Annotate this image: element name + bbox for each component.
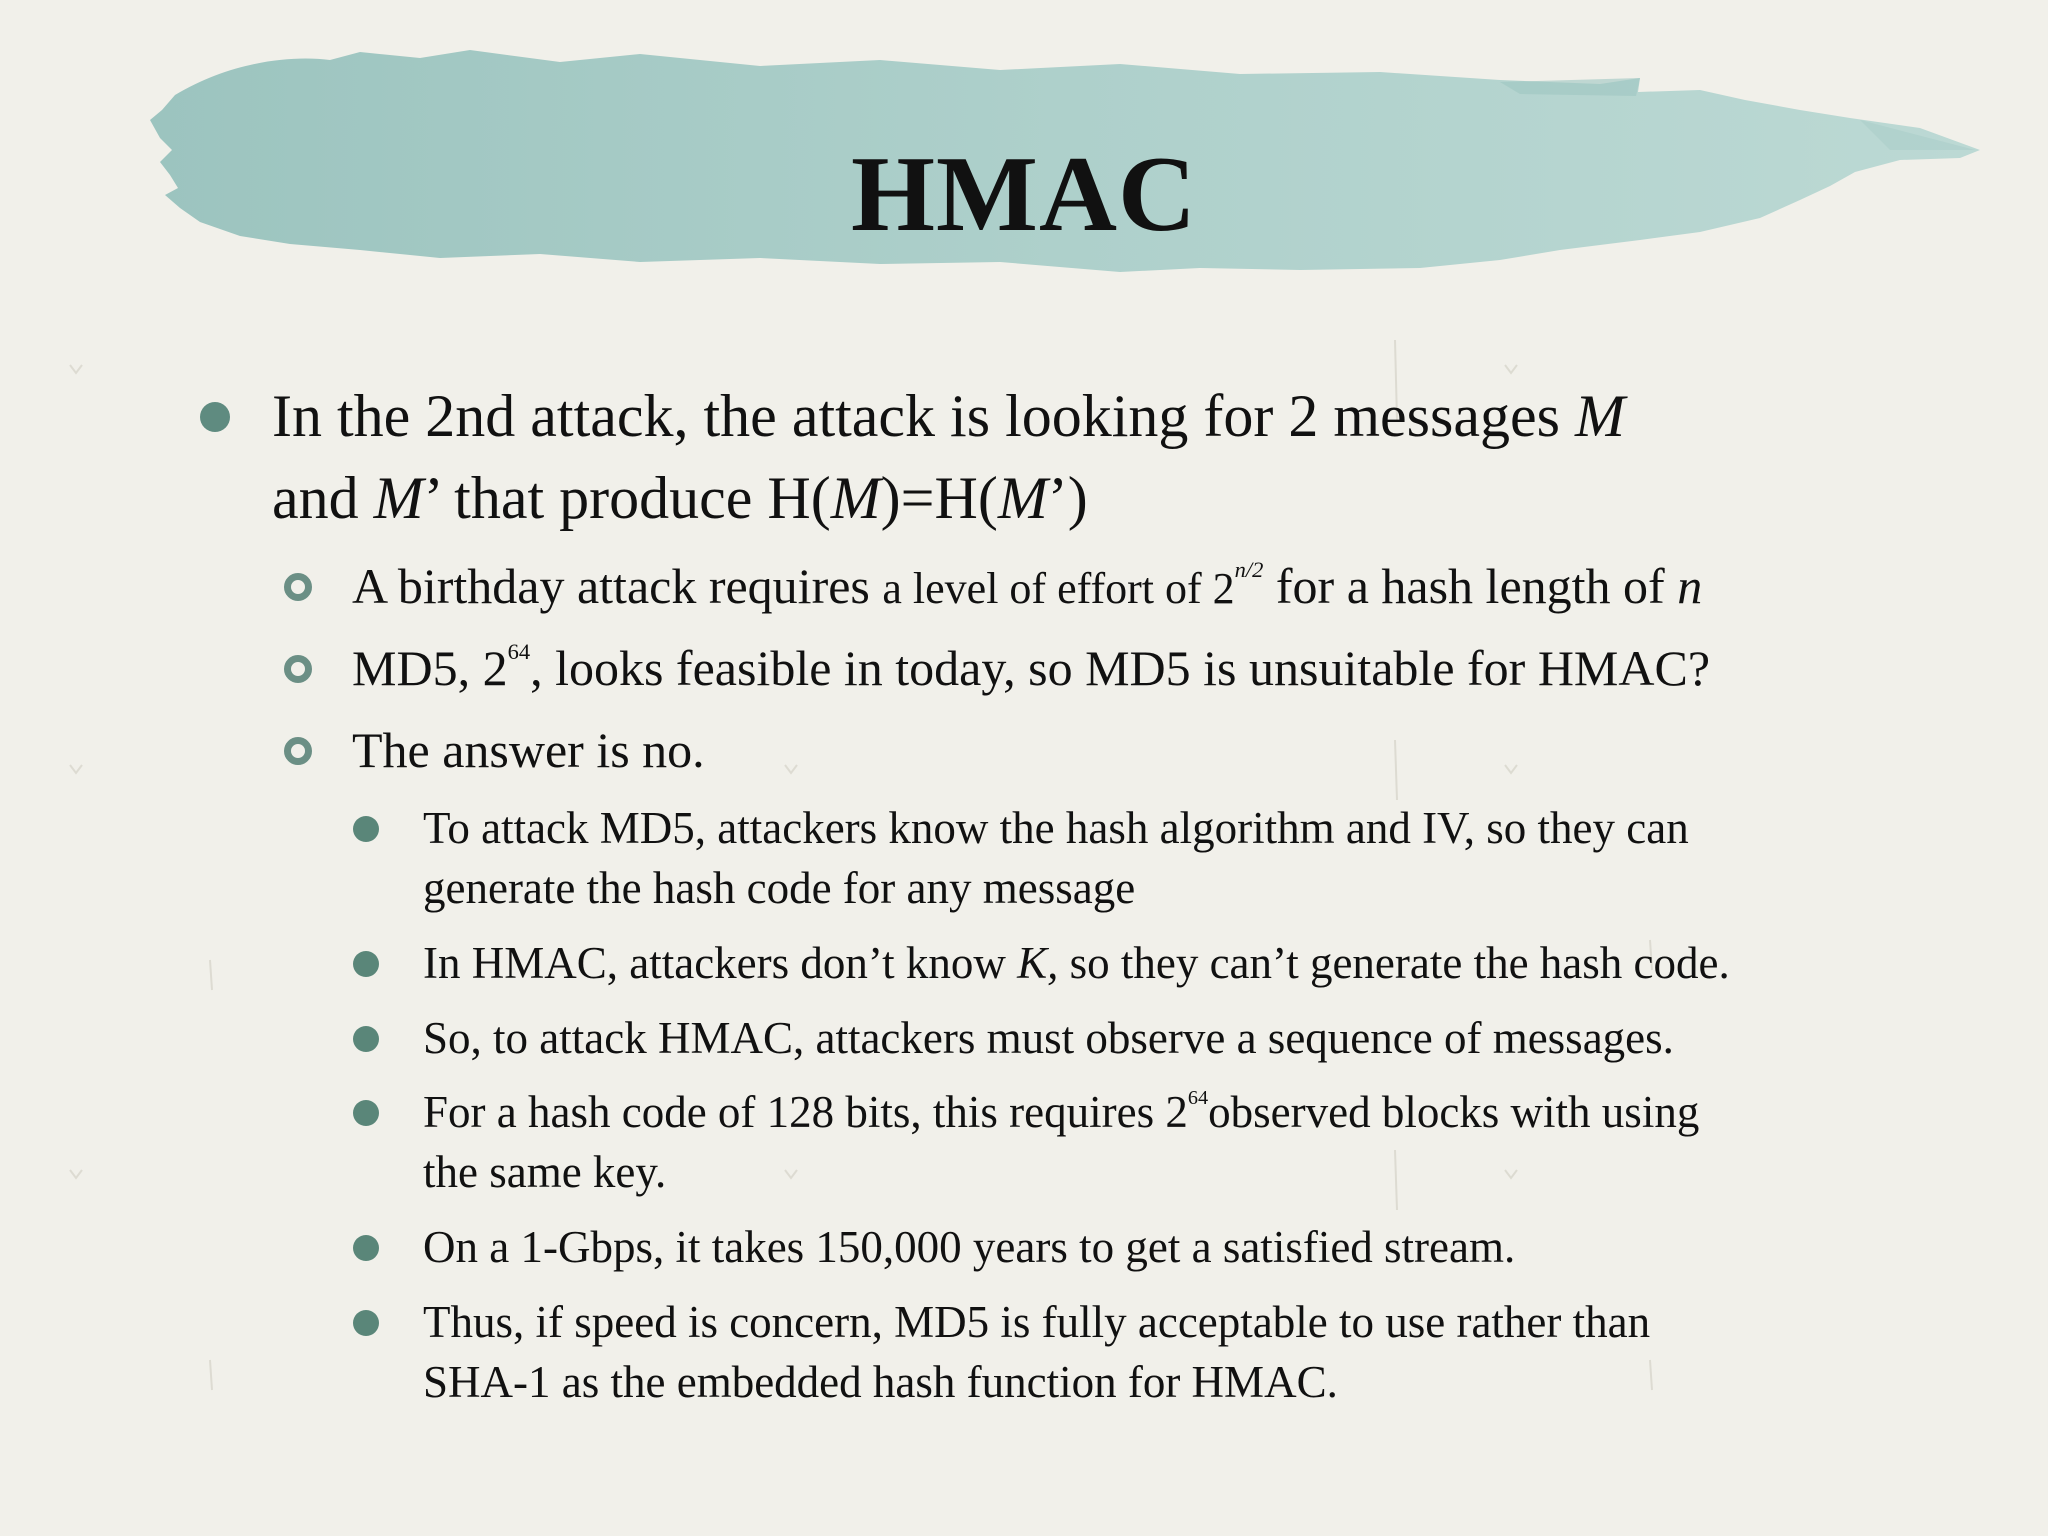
- bullet-line: In the 2nd attack, the attack is looking for 2 messages M: [272, 383, 1625, 449]
- filled-circle-bullet-icon: [353, 1026, 379, 1052]
- slide-title: HMAC: [851, 135, 1197, 254]
- bullet-line: To attack MD5, attackers know the hash algorithm and IV, so they can: [423, 803, 1689, 853]
- filled-circle-bullet-icon: [353, 1310, 379, 1336]
- bullet-line: SHA-1 as the embedded hash function for HMAC.: [423, 1357, 1338, 1407]
- filled-circle-bullet-icon: [200, 402, 230, 432]
- filled-circle-bullet-icon: [353, 816, 379, 842]
- bullet-level3-item: [423, 1292, 1943, 1412]
- bullet-level3-item: So, to attack HMAC, attackers must observe a sequence of messages.: [423, 1008, 1943, 1068]
- bullet-line: Thus, if speed is concern, MD5 is fully acceptable to use rather than: [423, 1297, 1651, 1347]
- ring-bullet-icon: [284, 655, 312, 683]
- bullet-level3-item: In HMAC, attackers don’t know K, so they can’t generate the hash code.: [423, 933, 1943, 993]
- bullet-level3-item: [423, 798, 1943, 918]
- bullet-level3-item: [423, 1082, 1943, 1202]
- bullet-level3-item: On a 1-Gbps, it takes 150,000 years to get a satisfied stream.: [423, 1217, 1943, 1277]
- bullet-line: generate the hash code for any message: [423, 863, 1136, 913]
- bullet-line: and M’ that produce H(M)=H(M’): [272, 465, 1088, 531]
- filled-circle-bullet-icon: [353, 1100, 379, 1126]
- bullet-level2-item: The answer is no.: [352, 717, 2002, 783]
- bullet-level2-item: A birthday attack requires a level of effort of $2^{n/2}$ for a hash length of n: [352, 553, 2002, 622]
- bullet-line: For a hash code of 128 bits, this requires $2^{64}observed$ blocks with using: [423, 1086, 1700, 1137]
- ring-bullet-icon: [284, 737, 312, 765]
- bullet-level1-item: [272, 375, 1932, 539]
- filled-circle-bullet-icon: [353, 1235, 379, 1261]
- bullet-line: the same key.: [423, 1147, 667, 1197]
- bullet-level2-item: MD5, $2^{64}$, looks feasible in today, so MD5 is unsuitable for HMAC?: [352, 635, 2002, 701]
- ring-bullet-icon: [284, 573, 312, 601]
- filled-circle-bullet-icon: [353, 951, 379, 977]
